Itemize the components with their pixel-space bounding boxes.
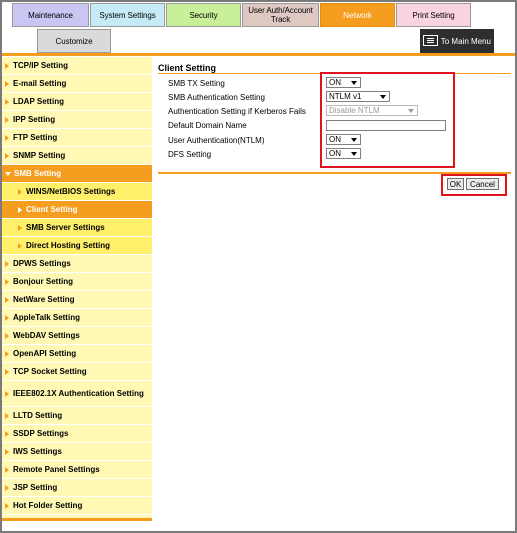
sidebar-item-smb-server[interactable]: SMB Server Settings — [2, 219, 152, 237]
arrow-right-icon — [5, 485, 9, 491]
sidebar-item-email[interactable]: E-mail Setting — [2, 75, 152, 93]
sidebar-item-appletalk[interactable]: AppleTalk Setting — [2, 309, 152, 327]
arrow-right-icon — [5, 431, 9, 437]
sidebar-item-lltd[interactable]: LLTD Setting — [2, 407, 152, 425]
arrow-right-icon — [5, 315, 9, 321]
sidebar-item-webdav[interactable]: WebDAV Settings — [2, 327, 152, 345]
arrow-right-icon — [5, 153, 9, 159]
field-label-kerberos-fail: Authentication Setting if Kerberos Fails — [168, 106, 306, 116]
smb-tx-select[interactable]: ON — [326, 77, 361, 88]
arrow-right-icon — [5, 333, 9, 339]
main-menu-label: To Main Menu — [440, 36, 491, 46]
user-auth-ntlm-select[interactable]: ON — [326, 134, 361, 145]
sidebar-item-ldap[interactable]: LDAP Setting — [2, 93, 152, 111]
sidebar-item-dpws[interactable]: DPWS Settings — [2, 255, 152, 273]
highlight-box-fields — [320, 72, 455, 168]
arrow-right-icon — [5, 449, 9, 455]
sidebar-item-bonjour[interactable]: Bonjour Setting — [2, 273, 152, 291]
arrow-down-icon — [5, 172, 11, 176]
sidebar-item-ieee8021x[interactable]: IEEE802.1X Authentication Setting — [2, 381, 152, 407]
arrow-right-icon — [18, 207, 22, 213]
arrow-right-icon — [5, 297, 9, 303]
arrow-right-icon — [5, 261, 9, 267]
sidebar-item-tcpip[interactable]: TCP/IP Setting — [2, 57, 152, 75]
field-label-smb-auth: SMB Authentication Setting — [168, 92, 265, 102]
smb-auth-select[interactable]: NTLM v1 — [326, 91, 390, 102]
page-title: Client Setting — [158, 63, 216, 73]
kerberos-fail-select[interactable]: Disable NTLM — [326, 105, 418, 116]
arrow-right-icon — [18, 225, 22, 231]
header-divider — [2, 53, 515, 56]
sidebar-divider — [2, 518, 152, 521]
arrow-right-icon — [18, 243, 22, 249]
sidebar-item-wins-netbios[interactable]: WINS/NetBIOS Settings — [2, 183, 152, 201]
sidebar-item-openapi[interactable]: OpenAPI Setting — [2, 345, 152, 363]
arrow-right-icon — [5, 99, 9, 105]
ok-button[interactable]: OK — [447, 178, 464, 190]
highlight-box-buttons — [441, 174, 507, 196]
sidebar-item-iws[interactable]: IWS Settings — [2, 443, 152, 461]
field-label-dfs: DFS Setting — [168, 149, 212, 159]
arrow-right-icon — [5, 467, 9, 473]
tab-network[interactable]: Network — [320, 3, 395, 27]
field-label-smb-tx: SMB TX Setting — [168, 78, 225, 88]
tab-print-setting[interactable]: Print Setting — [396, 3, 471, 27]
cancel-button[interactable]: Cancel — [466, 178, 499, 190]
tab-maintenance[interactable]: Maintenance — [12, 3, 89, 27]
tab-user-auth[interactable]: User Auth/Account Track — [242, 3, 319, 27]
arrow-right-icon — [5, 279, 9, 285]
arrow-right-icon — [5, 135, 9, 141]
sidebar-item-direct-hosting[interactable]: Direct Hosting Setting — [2, 237, 152, 255]
arrow-right-icon — [5, 503, 9, 509]
sidebar-item-remote-panel[interactable]: Remote Panel Settings — [2, 461, 152, 479]
to-main-menu-button[interactable] — [420, 29, 494, 53]
sidebar-item-ipp[interactable]: IPP Setting — [2, 111, 152, 129]
arrow-right-icon — [18, 189, 22, 195]
arrow-right-icon — [5, 81, 9, 87]
main-menu-icon — [423, 35, 438, 46]
sidebar — [2, 57, 152, 519]
field-label-user-auth-ntlm: User Authentication(NTLM) — [168, 135, 265, 145]
arrow-right-icon — [5, 351, 9, 357]
sidebar-item-jsp[interactable]: JSP Setting — [2, 479, 152, 497]
arrow-right-icon — [5, 117, 9, 123]
arrow-right-icon — [5, 413, 9, 419]
dfs-select[interactable]: ON — [326, 148, 361, 159]
sidebar-item-ssdp[interactable]: SSDP Settings — [2, 425, 152, 443]
tab-system-settings[interactable]: System Settings — [90, 3, 165, 27]
sidebar-item-netware[interactable]: NetWare Setting — [2, 291, 152, 309]
sidebar-item-snmp[interactable]: SNMP Setting — [2, 147, 152, 165]
sidebar-item-ftp[interactable]: FTP Setting — [2, 129, 152, 147]
arrow-right-icon — [5, 369, 9, 375]
sidebar-item-hot-folder[interactable]: Hot Folder Setting — [2, 497, 152, 515]
sidebar-item-client-setting[interactable]: Client Setting — [2, 201, 152, 219]
field-label-default-domain: Default Domain Name — [168, 120, 247, 130]
tab-security[interactable]: Security — [166, 3, 241, 27]
sidebar-item-smb[interactable]: SMB Setting — [2, 165, 152, 183]
tab-customize[interactable]: Customize — [37, 29, 111, 53]
arrow-right-icon — [5, 391, 9, 397]
arrow-right-icon — [5, 63, 9, 69]
sidebar-item-tcp-socket[interactable]: TCP Socket Setting — [2, 363, 152, 381]
